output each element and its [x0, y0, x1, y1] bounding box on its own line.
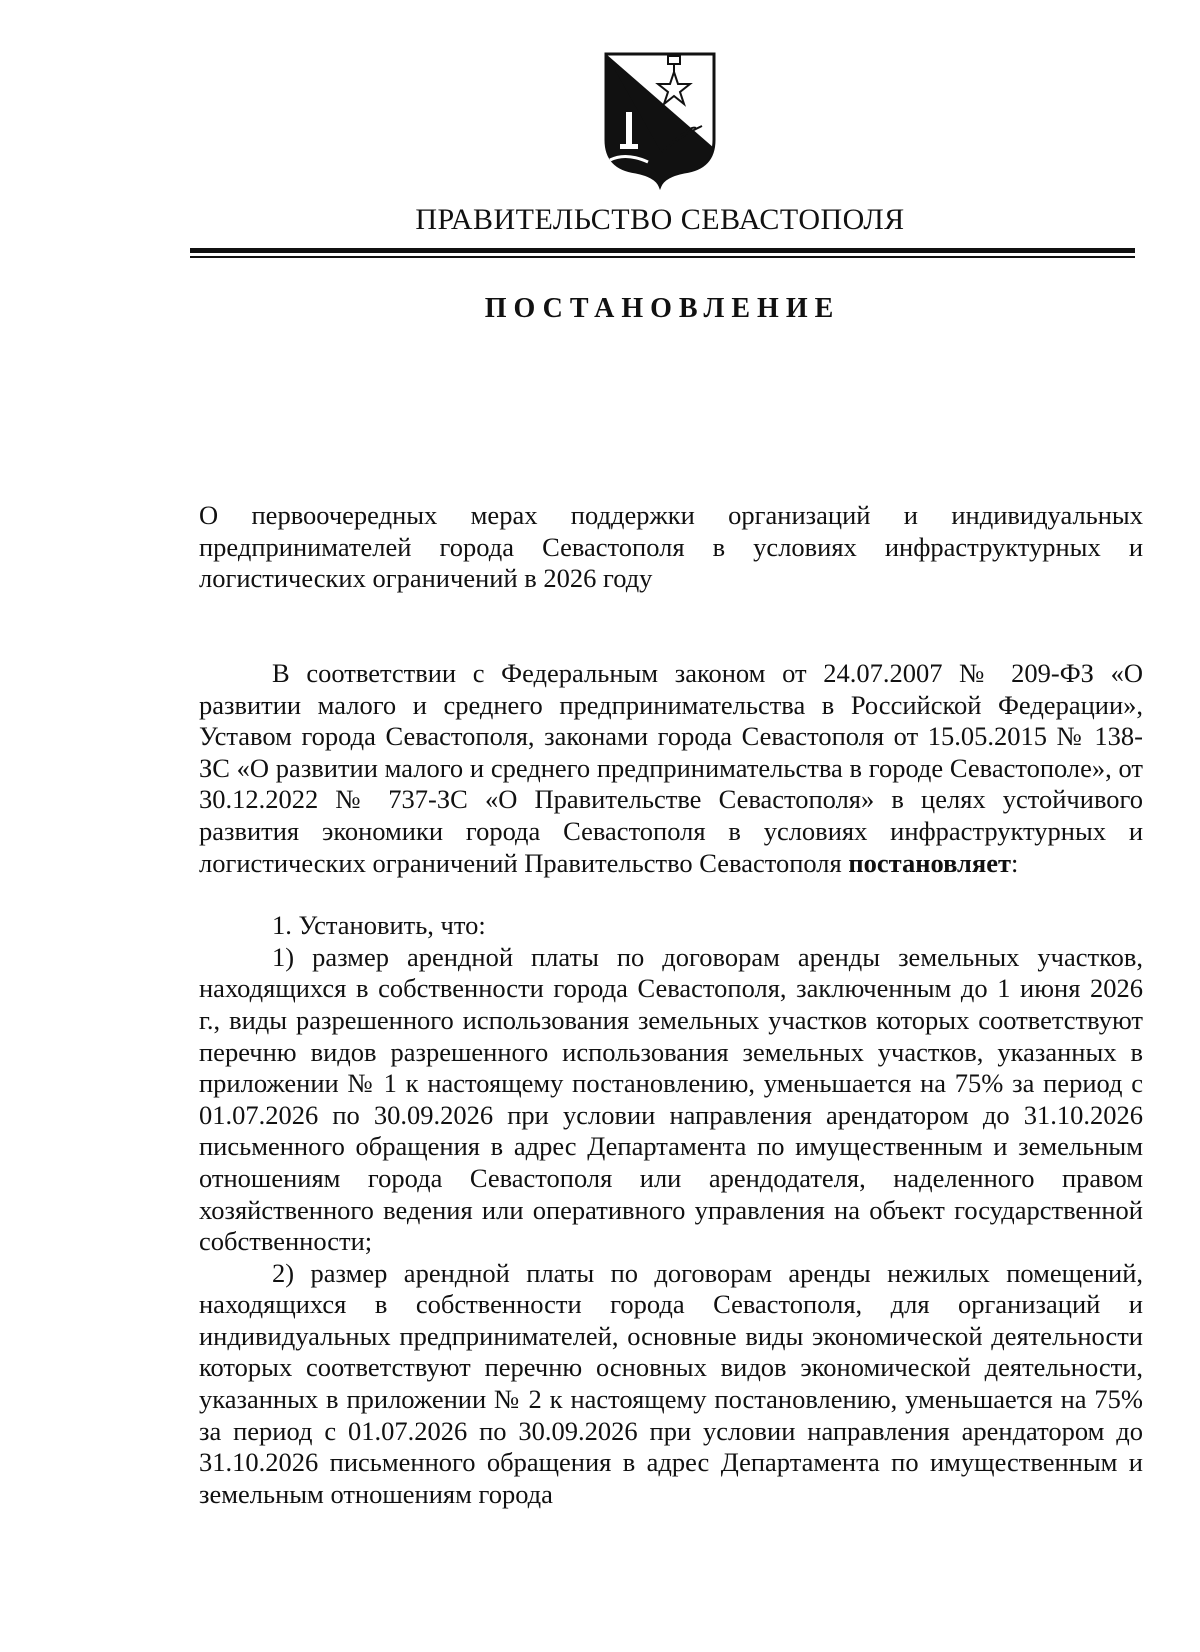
decree-word: постановляет [848, 847, 1012, 878]
preamble-text: В соответствии с Федеральным законом от 24.07.2007 № 209-ФЗ «О развитии малого и среднего предпринимательства в Российской Федерации», Уставом города Севастополя, законами города Севастополя от 15.05.2015 № 138-ЗС «О развитии малого и среднего предпринимательства в городе Севастополе», от 30.12.2022 № 737-ЗС «О Правительстве Севастополя» в целях устойчивого развития экономики города Севастополя в условиях инфраструктурных и логистических ограничений Правительство Севастополя [199, 658, 1143, 878]
item-1: 1. Установить, что: [272, 910, 486, 941]
subitem-1: 1) размер арендной платы по договорам аренды земельных участков, находящихся в собственности города Севастополя, заключенным до 1 июня 2026 г., виды разрешенного использования земельных участков которых соответствуют перечню видов разрешенного использования земельных участков, указанных в приложении № 1 к настоящему постановлению, уменьшается на 75% за период с 01.07.2026 по 30.09.2026 при условии направления арендатором до 31.10.2026 письменного обращения в адрес Департамента по имущественным и земельным отношениям города Севастополя или арендодателя, наделенного правом хозяйственного ведения или оперативного управления на объект государственной собственности; [199, 941, 1143, 1257]
preamble-colon: : [1011, 847, 1019, 878]
paragraph-gap [199, 879, 1143, 910]
document-body [199, 658, 1143, 1510]
organization-name: ПРАВИТЕЛЬСТВО СЕВАСТОПОЛЯ [415, 203, 905, 236]
subitem-2: 2) размер арендной платы по договорам аренды нежилых помещений, находящихся в собственности города Севастополя, для организаций и индивидуальных предпринимателей, основные виды экономической деятельности которых соответствуют перечню основных видов экономической деятельности, указанных в приложении № 2 к настоящему постановлению, уменьшается на 75% за период с 01.07.2026 по 30.09.2026 при условии направления арендатором до 31.10.2026 письменного обращения в адрес Департамента по имущественным и земельным отношениям города [199, 1257, 1143, 1509]
document-type-title: ПОСТАНОВЛЕНИЕ [484, 293, 841, 324]
coat-of-arms-icon [596, 40, 724, 190]
header-rule-thick [190, 248, 1135, 253]
document-subject: О первоочередных мерах поддержки организаций и индивидуальных предпринимателей города Севастополя в условиях инфраструктурных и логистических ограничений в 2026 году [199, 500, 1143, 594]
header-rule-thin [190, 256, 1135, 258]
preamble-paragraph [199, 658, 1143, 879]
